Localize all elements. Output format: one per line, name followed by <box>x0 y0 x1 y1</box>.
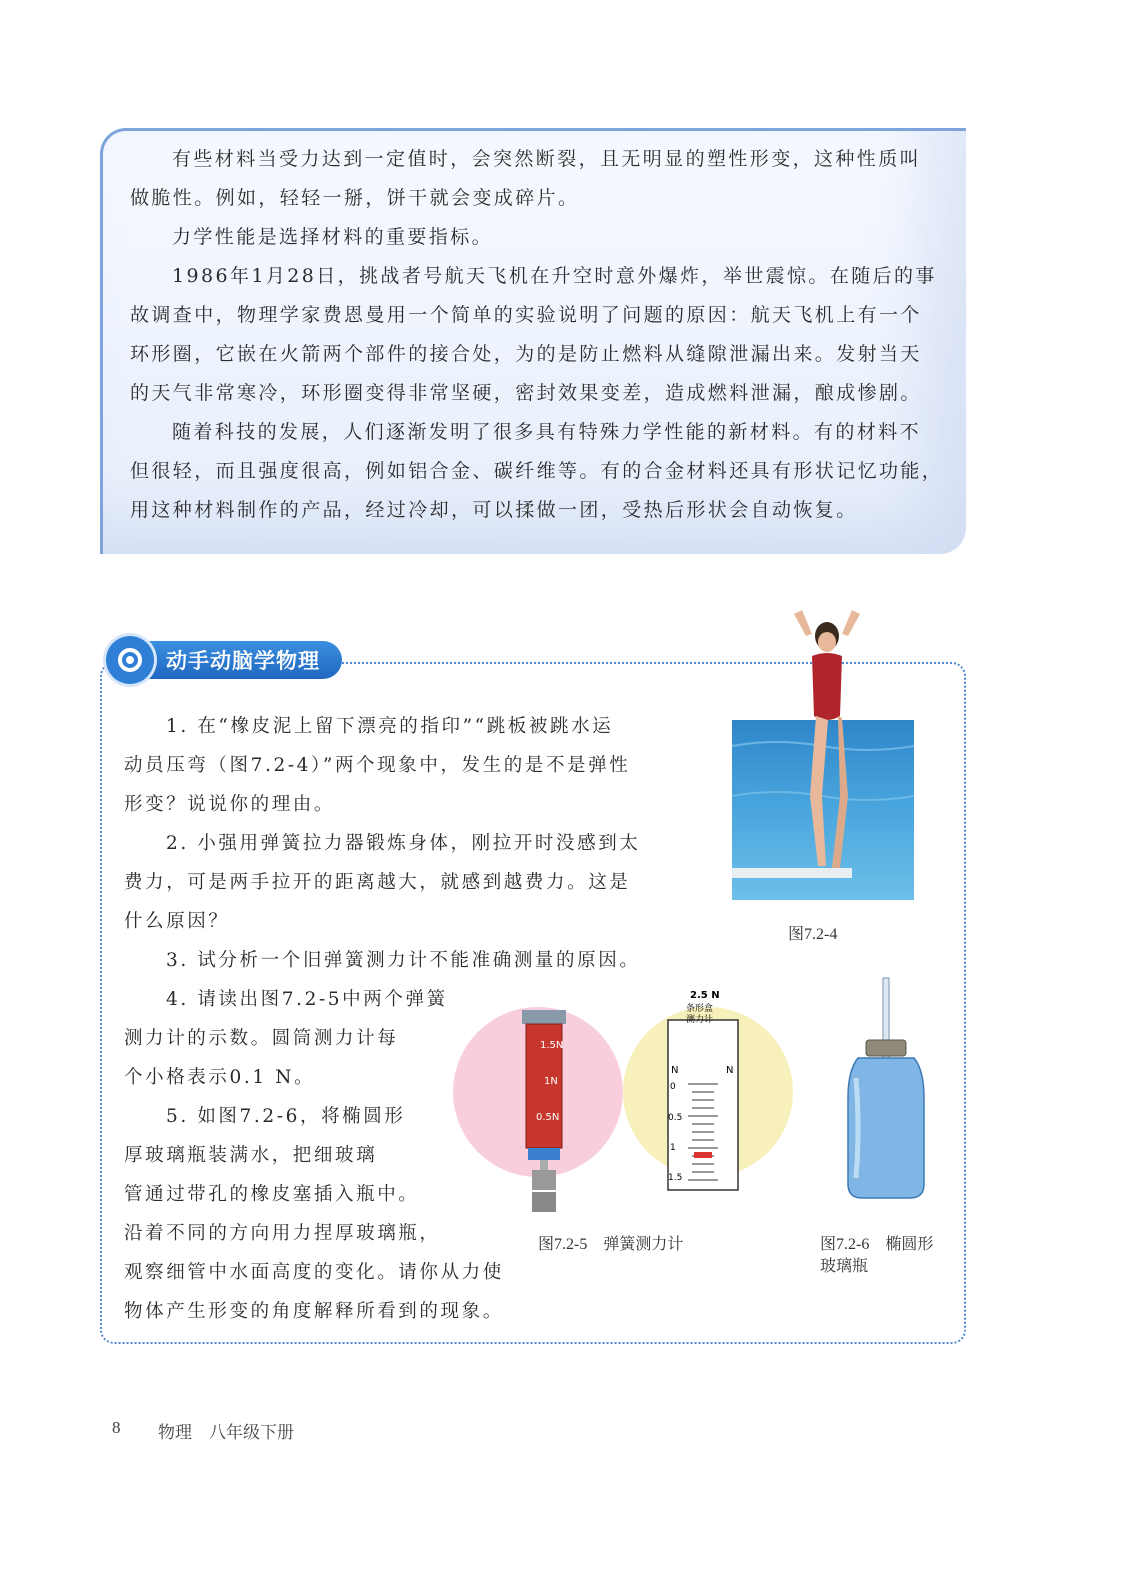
fig-7-2-6-caption: 图7.2-6 椭圆形 <box>820 1236 934 1253</box>
question-line: 5. 如图7.2-6，将椭圆形 <box>166 1106 406 1127</box>
reading-line: 故调查中，物理学家费恩曼用一个简单的实验说明了问题的原因：航天飞机上有一个 <box>130 304 922 326</box>
meter-label: 2.5 N <box>690 990 720 1001</box>
activity-header <box>106 636 342 684</box>
question-line: 沿着不同的方向用力捏厚玻璃瓶， <box>124 1223 441 1244</box>
meter-unit: N <box>671 1065 679 1076</box>
reading-line: 有些材料当受力达到一定值时，会突然断裂，且无明显的塑性形变，这种性质叫 <box>172 148 922 170</box>
reading-line: 环形圈，它嵌在火箭两个部件的接合处，为的是防止燃料从缝隙泄漏出来。发射当天 <box>130 343 922 365</box>
question-line: 2. 小强用弹簧拉力器锻炼身体，刚拉开时没感到太 <box>166 833 641 854</box>
target-icon <box>106 636 154 684</box>
question-line: 1. 在“橡皮泥上留下漂亮的指印”“跳板被跳水运 <box>166 716 614 737</box>
spring-scale-figure <box>448 990 798 1230</box>
diver-photo <box>732 596 922 906</box>
book-title: 物理 八年级下册 <box>158 1423 294 1442</box>
question-line: 费力，可是两手拉开的距离越大，就感到越费力。这是 <box>124 872 631 893</box>
meter-tick: 1 <box>670 1143 676 1153</box>
cyl-label: 0.5N <box>536 1112 560 1123</box>
reading-line: 力学性能是选择材料的重要指标。 <box>172 226 494 248</box>
meter-tick: 0 <box>670 1082 676 1092</box>
question-line: 厚玻璃瓶装满水，把细玻璃 <box>124 1145 378 1166</box>
meter-unit: N <box>726 1065 734 1076</box>
fig-7-2-6-caption: 玻璃瓶 <box>820 1258 869 1275</box>
meter-label: 测力计 <box>686 1015 714 1025</box>
fig-7-2-4-caption: 图7.2-4 <box>788 926 838 943</box>
question-line: 观察细管中水面高度的变化。请你从力使 <box>124 1262 504 1283</box>
activity-title: 动手动脑学物理 <box>140 641 342 679</box>
reading-line: 1986年1月28日，挑战者号航天飞机在升空时意外爆炸，举世震惊。在随后的事 <box>172 265 937 287</box>
question-line: 动员压弯（图7.2-4）”两个现象中，发生的是不是弹性 <box>124 755 631 776</box>
reading-line: 用这种材料制作的产品，经过冷却，可以揉做一团，受热后形状会自动恢复。 <box>130 499 858 521</box>
question-line: 管通过带孔的橡皮塞插入瓶中。 <box>124 1184 420 1205</box>
page-number: 8 <box>112 1418 121 1437</box>
meter-tick: 0.5 <box>668 1113 683 1123</box>
question-line: 物体产生形变的角度解释所看到的现象。 <box>124 1301 504 1322</box>
glass-bottle-figure <box>844 978 928 1204</box>
question-line: 形变？说说你的理由。 <box>124 794 336 815</box>
question-line: 个小格表示0.1 N。 <box>124 1067 316 1088</box>
question-line: 测力计的示数。圆筒测力计每 <box>124 1028 399 1049</box>
reading-line: 的天气非常寒冷，环形圈变得非常坚硬，密封效果变差，造成燃料泄漏，酿成惨剧。 <box>130 382 922 404</box>
question-line: 3. 试分析一个旧弹簧测力计不能准确测量的原因。 <box>166 950 641 971</box>
fig-7-2-5-caption: 图7.2-5 弹簧测力计 <box>538 1236 684 1253</box>
reading-line: 但很轻，而且强度很高，例如铝合金、碳纤维等。有的合金材料还具有形状记忆功能， <box>130 460 944 482</box>
reading-line: 做脆性。例如，轻轻一掰，饼干就会变成碎片。 <box>130 187 580 209</box>
cyl-label: 1N <box>544 1076 558 1087</box>
cyl-label: 1.5N <box>540 1040 564 1051</box>
reading-line: 随着科技的发展，人们逐渐发明了很多具有特殊力学性能的新材料。有的材料不 <box>172 421 922 443</box>
meter-tick: 1.5 <box>668 1173 683 1183</box>
question-line: 4. 请读出图7.2-5中两个弹簧 <box>166 989 448 1010</box>
meter-label: 条形盒 <box>686 1004 714 1014</box>
question-line: 什么原因？ <box>124 911 230 932</box>
